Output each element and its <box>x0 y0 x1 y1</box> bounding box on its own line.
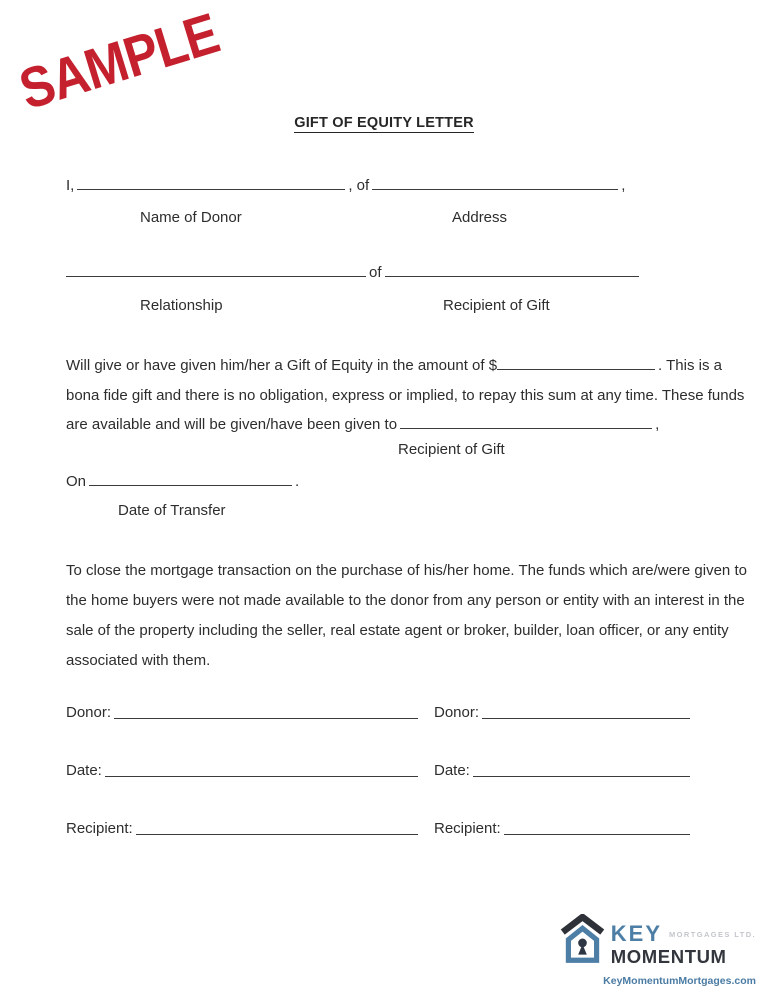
logo-wordmark <box>611 923 756 967</box>
date-label-left: Date: <box>66 762 102 779</box>
recipient-signature-left <box>66 820 418 837</box>
relationship-recipient-row <box>66 263 642 281</box>
sample-watermark: SAMPLE <box>12 1 226 123</box>
paragraph1-line2: bona fide gift and there is no obligation, express or implied, to repay this sum at any time. These funds <box>66 386 745 404</box>
address-label: Address <box>452 209 508 226</box>
paragraph1-line1 <box>66 351 744 381</box>
recipient-signature-right <box>434 820 690 837</box>
row1-connector: , of <box>348 177 370 194</box>
date-signature-row <box>66 762 690 779</box>
given-to-text: are available and will be given/have been given to <box>66 416 398 433</box>
donor-signature-line-left <box>114 718 418 719</box>
recipient-of-gift-label-2: Recipient of Gift <box>398 441 505 458</box>
address-blank <box>372 176 618 190</box>
paragraph2-line3: sale of the property including the seller, real estate agent or broker, builder, loan officer, or any entity <box>66 622 729 639</box>
closing-statement-paragraph <box>66 556 747 676</box>
recipient-label-left: Recipient: <box>66 820 133 837</box>
donor-name-blank <box>77 176 345 190</box>
date-label-right: Date: <box>434 762 470 779</box>
amount-text-after: . This is a <box>658 357 722 374</box>
date-of-transfer-label: Date of Transfer <box>118 502 226 519</box>
house-key-icon <box>559 914 606 973</box>
row2-connector: of <box>369 264 382 281</box>
row1-suffix: , <box>621 177 626 194</box>
donor-label-right: Donor: <box>434 704 480 721</box>
relationship-blank <box>66 263 366 277</box>
on-prefix: On <box>66 473 87 490</box>
donor-address-row <box>66 176 625 194</box>
date-line-right <box>473 776 690 777</box>
relationship-label: Relationship <box>140 297 223 314</box>
transfer-date-row <box>66 472 299 490</box>
amount-blank <box>497 356 655 370</box>
given-to-text-after: , <box>655 416 660 433</box>
gift-statement-paragraph <box>66 351 744 440</box>
logo-momentum-text: MOMENTUM <box>610 946 727 967</box>
donor-signature-left <box>66 704 418 721</box>
recipient-of-gift-label: Recipient of Gift <box>443 297 550 314</box>
paragraph2-line2: the home buyers were not made available to the donor from any person or entity with an interest in the <box>66 592 745 609</box>
recipient-signature-row <box>66 820 690 837</box>
recipient-of-gift-blank <box>385 263 639 277</box>
paragraph1-line3 <box>66 410 744 440</box>
recipient-line-left <box>136 834 418 835</box>
transfer-date-blank <box>89 472 292 486</box>
key-momentum-logo <box>559 914 756 987</box>
logo-tagline: MORTGAGES LTD. <box>669 930 756 939</box>
recipient-label-right: Recipient: <box>434 820 501 837</box>
paragraph2-line1: To close the mortgage transaction on the purchase of his/her home. The funds which are/were given to <box>66 562 747 579</box>
amount-text: Will give or have given him/her a Gift of Equity in the amount of $ <box>66 357 498 374</box>
title-row <box>0 114 768 132</box>
donor-signature-right <box>434 704 690 721</box>
name-of-donor-label: Name of Donor <box>140 209 242 226</box>
logo-main-row <box>559 914 756 973</box>
date-line-left <box>105 776 418 777</box>
on-suffix: . <box>295 473 300 490</box>
row1-prefix: I, <box>66 177 75 194</box>
donor-label-left: Donor: <box>66 704 112 721</box>
given-to-recipient-blank <box>400 415 652 429</box>
recipient-line-right <box>504 834 690 835</box>
date-signature-right <box>434 762 690 779</box>
date-signature-left <box>66 762 418 779</box>
paragraph2-line4: associated with them. <box>66 652 211 669</box>
logo-key-text: KEY <box>610 921 663 946</box>
donor-signature-line-right <box>482 718 690 719</box>
donor-signature-row <box>66 704 690 721</box>
logo-website-url: KeyMomentumMortgages.com <box>603 975 756 987</box>
document-title: GIFT OF EQUITY LETTER <box>294 115 474 131</box>
